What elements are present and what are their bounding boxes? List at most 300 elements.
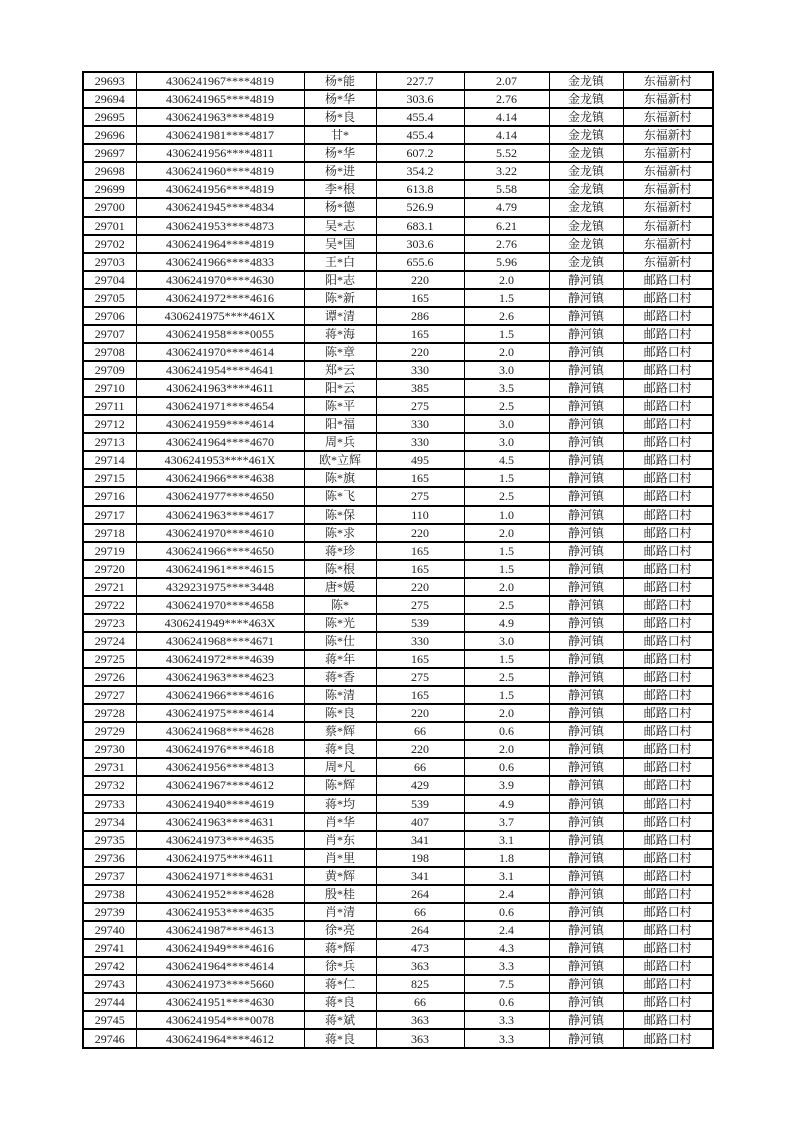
sequence-number-cell: 29724	[83, 632, 136, 650]
id-number-cell: 4306241987****4613	[136, 921, 304, 939]
village-cell: 邮路口村	[623, 379, 713, 397]
amount-cell: 220	[376, 524, 464, 542]
sequence-number-cell: 29725	[83, 650, 136, 668]
quantity-cell: 4.14	[464, 126, 549, 144]
table-row	[83, 795, 713, 813]
quantity-cell: 0.6	[464, 903, 549, 921]
town-cell: 金龙镇	[549, 126, 623, 144]
quantity-cell: 2.5	[464, 487, 549, 505]
person-name-cell: 蒋*年	[304, 650, 376, 668]
town-cell: 静河镇	[549, 614, 623, 632]
quantity-cell: 3.3	[464, 957, 549, 975]
person-name-cell: 谭*清	[304, 307, 376, 325]
town-cell: 静河镇	[549, 451, 623, 469]
person-name-cell: 陈*平	[304, 397, 376, 415]
sequence-number-cell: 29703	[83, 253, 136, 271]
town-cell: 静河镇	[549, 975, 623, 993]
sequence-number-cell: 29744	[83, 993, 136, 1011]
sequence-number-cell: 29718	[83, 524, 136, 542]
table-row	[83, 217, 713, 235]
table-row	[83, 343, 713, 361]
id-number-cell: 4306241956****4819	[136, 180, 304, 198]
id-number-cell: 4306241963****4617	[136, 506, 304, 524]
town-cell: 静河镇	[549, 740, 623, 758]
quantity-cell: 3.1	[464, 831, 549, 849]
id-number-cell: 4306241964****4614	[136, 957, 304, 975]
id-number-cell: 4306241966****4616	[136, 686, 304, 704]
person-name-cell: 陈*章	[304, 343, 376, 361]
id-number-cell: 4306241949****4616	[136, 939, 304, 957]
sequence-number-cell: 29734	[83, 813, 136, 831]
quantity-cell: 2.5	[464, 397, 549, 415]
sequence-number-cell: 29745	[83, 1011, 136, 1029]
id-number-cell: 4306241967****4612	[136, 776, 304, 794]
sequence-number-cell: 29707	[83, 325, 136, 343]
table-row	[83, 776, 713, 794]
id-number-cell: 4306241952****4628	[136, 885, 304, 903]
id-number-cell: 4306241968****4671	[136, 632, 304, 650]
table-row	[83, 524, 713, 542]
person-name-cell: 陈*仕	[304, 632, 376, 650]
table-row	[83, 1011, 713, 1029]
amount-cell: 198	[376, 849, 464, 867]
amount-cell: 66	[376, 758, 464, 776]
sequence-number-cell: 29695	[83, 108, 136, 126]
town-cell: 金龙镇	[549, 162, 623, 180]
table-row	[83, 867, 713, 885]
table-row	[83, 921, 713, 939]
person-name-cell: 蔡*辉	[304, 722, 376, 740]
table-row	[83, 451, 713, 469]
village-cell: 邮路口村	[623, 831, 713, 849]
town-cell: 金龙镇	[549, 253, 623, 271]
quantity-cell: 3.5	[464, 379, 549, 397]
quantity-cell: 1.0	[464, 506, 549, 524]
village-cell: 邮路口村	[623, 957, 713, 975]
person-name-cell: 阳*志	[304, 271, 376, 289]
table-row	[83, 72, 713, 90]
quantity-cell: 2.0	[464, 704, 549, 722]
town-cell: 静河镇	[549, 1029, 623, 1048]
id-number-cell: 4306241953****4873	[136, 217, 304, 235]
town-cell: 静河镇	[549, 867, 623, 885]
sequence-number-cell: 29714	[83, 451, 136, 469]
person-name-cell: 阳*福	[304, 415, 376, 433]
sequence-number-cell: 29735	[83, 831, 136, 849]
village-cell: 邮路口村	[623, 271, 713, 289]
village-cell: 邮路口村	[623, 560, 713, 578]
table-row	[83, 885, 713, 903]
quantity-cell: 2.0	[464, 271, 549, 289]
town-cell: 静河镇	[549, 939, 623, 957]
town-cell: 静河镇	[549, 415, 623, 433]
id-number-cell: 4306241949****463X	[136, 614, 304, 632]
id-number-cell: 4306241976****4618	[136, 740, 304, 758]
quantity-cell: 1.8	[464, 849, 549, 867]
sequence-number-cell: 29693	[83, 72, 136, 90]
amount-cell: 220	[376, 704, 464, 722]
town-cell: 静河镇	[549, 289, 623, 307]
id-number-cell: 4306241966****4833	[136, 253, 304, 271]
amount-cell: 275	[376, 397, 464, 415]
amount-cell: 264	[376, 921, 464, 939]
town-cell: 静河镇	[549, 397, 623, 415]
quantity-cell: 0.6	[464, 722, 549, 740]
amount-cell: 330	[376, 632, 464, 650]
amount-cell: 385	[376, 379, 464, 397]
village-cell: 邮路口村	[623, 542, 713, 560]
amount-cell: 363	[376, 957, 464, 975]
sequence-number-cell: 29723	[83, 614, 136, 632]
quantity-cell: 2.07	[464, 72, 549, 90]
town-cell: 静河镇	[549, 650, 623, 668]
table-row	[83, 433, 713, 451]
amount-cell: 303.6	[376, 90, 464, 108]
table-row	[83, 126, 713, 144]
table-row	[83, 813, 713, 831]
village-cell: 邮路口村	[623, 903, 713, 921]
quantity-cell: 3.3	[464, 1011, 549, 1029]
amount-cell: 363	[376, 1029, 464, 1048]
village-cell: 邮路口村	[623, 415, 713, 433]
table-row	[83, 632, 713, 650]
id-number-cell: 4306241964****4819	[136, 235, 304, 253]
table-row	[83, 271, 713, 289]
table-row	[83, 993, 713, 1011]
person-name-cell: 陈*根	[304, 560, 376, 578]
amount-cell: 227.7	[376, 72, 464, 90]
person-name-cell: 肖*东	[304, 831, 376, 849]
table-row	[83, 415, 713, 433]
quantity-cell: 3.0	[464, 433, 549, 451]
town-cell: 静河镇	[549, 921, 623, 939]
table-row	[83, 487, 713, 505]
table-row	[83, 740, 713, 758]
village-cell: 邮路口村	[623, 758, 713, 776]
village-cell: 邮路口村	[623, 975, 713, 993]
amount-cell: 66	[376, 903, 464, 921]
person-name-cell: 唐*媛	[304, 578, 376, 596]
amount-cell: 539	[376, 614, 464, 632]
amount-cell: 165	[376, 289, 464, 307]
sequence-number-cell: 29704	[83, 271, 136, 289]
town-cell: 静河镇	[549, 1011, 623, 1029]
town-cell: 静河镇	[549, 758, 623, 776]
town-cell: 静河镇	[549, 433, 623, 451]
town-cell: 金龙镇	[549, 144, 623, 162]
table-row	[83, 903, 713, 921]
id-number-cell: 4306241963****4819	[136, 108, 304, 126]
town-cell: 静河镇	[549, 776, 623, 794]
town-cell: 金龙镇	[549, 198, 623, 216]
records-tbody	[83, 72, 713, 1048]
amount-cell: 66	[376, 722, 464, 740]
town-cell: 静河镇	[549, 632, 623, 650]
sequence-number-cell: 29721	[83, 578, 136, 596]
town-cell: 静河镇	[549, 307, 623, 325]
table-row	[83, 469, 713, 487]
person-name-cell: 周*兵	[304, 433, 376, 451]
village-cell: 邮路口村	[623, 704, 713, 722]
village-cell: 邮路口村	[623, 650, 713, 668]
id-number-cell: 4306241945****4834	[136, 198, 304, 216]
id-number-cell: 4306241940****4619	[136, 795, 304, 813]
town-cell: 静河镇	[549, 469, 623, 487]
person-name-cell: 肖*里	[304, 849, 376, 867]
quantity-cell: 6.21	[464, 217, 549, 235]
amount-cell: 165	[376, 469, 464, 487]
village-cell: 邮路口村	[623, 776, 713, 794]
table-row	[83, 1029, 713, 1048]
village-cell: 邮路口村	[623, 325, 713, 343]
sequence-number-cell: 29728	[83, 704, 136, 722]
amount-cell: 286	[376, 307, 464, 325]
sequence-number-cell: 29713	[83, 433, 136, 451]
village-cell: 邮路口村	[623, 1011, 713, 1029]
id-number-cell: 4306241968****4628	[136, 722, 304, 740]
person-name-cell: 陈*旗	[304, 469, 376, 487]
table-row	[83, 235, 713, 253]
amount-cell: 429	[376, 776, 464, 794]
amount-cell: 455.4	[376, 108, 464, 126]
amount-cell: 303.6	[376, 235, 464, 253]
id-number-cell: 4329231975****3448	[136, 578, 304, 596]
id-number-cell: 4306241975****4611	[136, 849, 304, 867]
amount-cell: 341	[376, 867, 464, 885]
person-name-cell: 蒋*均	[304, 795, 376, 813]
id-number-cell: 4306241965****4819	[136, 90, 304, 108]
table-row	[83, 253, 713, 271]
sequence-number-cell: 29697	[83, 144, 136, 162]
quantity-cell: 4.5	[464, 451, 549, 469]
sequence-number-cell: 29733	[83, 795, 136, 813]
quantity-cell: 3.9	[464, 776, 549, 794]
quantity-cell: 2.4	[464, 921, 549, 939]
sequence-number-cell: 29736	[83, 849, 136, 867]
id-number-cell: 4306241966****4650	[136, 542, 304, 560]
person-name-cell: 陈*保	[304, 506, 376, 524]
table-row	[83, 614, 713, 632]
village-cell: 东福新村	[623, 108, 713, 126]
amount-cell: 526.9	[376, 198, 464, 216]
quantity-cell: 1.5	[464, 650, 549, 668]
person-name-cell: 陈*光	[304, 614, 376, 632]
village-cell: 邮路口村	[623, 993, 713, 1011]
quantity-cell: 2.6	[464, 307, 549, 325]
id-number-cell: 4306241981****4817	[136, 126, 304, 144]
village-cell: 邮路口村	[623, 487, 713, 505]
quantity-cell: 3.7	[464, 813, 549, 831]
quantity-cell: 3.22	[464, 162, 549, 180]
quantity-cell: 2.0	[464, 343, 549, 361]
town-cell: 金龙镇	[549, 235, 623, 253]
town-cell: 静河镇	[549, 596, 623, 614]
village-cell: 东福新村	[623, 217, 713, 235]
town-cell: 金龙镇	[549, 90, 623, 108]
sequence-number-cell: 29711	[83, 397, 136, 415]
amount-cell: 220	[376, 740, 464, 758]
town-cell: 静河镇	[549, 271, 623, 289]
amount-cell: 165	[376, 650, 464, 668]
village-cell: 东福新村	[623, 253, 713, 271]
amount-cell: 264	[376, 885, 464, 903]
quantity-cell: 3.3	[464, 1029, 549, 1048]
table-row	[83, 560, 713, 578]
town-cell: 金龙镇	[549, 72, 623, 90]
village-cell: 邮路口村	[623, 361, 713, 379]
amount-cell: 455.4	[376, 126, 464, 144]
amount-cell: 363	[376, 1011, 464, 1029]
id-number-cell: 4306241977****4650	[136, 487, 304, 505]
id-number-cell: 4306241971****4654	[136, 397, 304, 415]
village-cell: 东福新村	[623, 235, 713, 253]
sequence-number-cell: 29727	[83, 686, 136, 704]
quantity-cell: 4.9	[464, 614, 549, 632]
amount-cell: 165	[376, 686, 464, 704]
person-name-cell: 殷*桂	[304, 885, 376, 903]
id-number-cell: 4306241964****4670	[136, 433, 304, 451]
village-cell: 邮路口村	[623, 867, 713, 885]
table-row	[83, 650, 713, 668]
person-name-cell: 陈*飞	[304, 487, 376, 505]
sequence-number-cell: 29699	[83, 180, 136, 198]
amount-cell: 613.8	[376, 180, 464, 198]
table-row	[83, 849, 713, 867]
town-cell: 静河镇	[549, 957, 623, 975]
town-cell: 静河镇	[549, 668, 623, 686]
village-cell: 东福新村	[623, 180, 713, 198]
table-row	[83, 704, 713, 722]
person-name-cell: 蒋*良	[304, 993, 376, 1011]
sequence-number-cell: 29720	[83, 560, 136, 578]
table-row	[83, 162, 713, 180]
village-cell: 邮路口村	[623, 795, 713, 813]
person-name-cell: 杨*进	[304, 162, 376, 180]
town-cell: 静河镇	[549, 361, 623, 379]
amount-cell: 66	[376, 993, 464, 1011]
quantity-cell: 4.79	[464, 198, 549, 216]
amount-cell: 539	[376, 795, 464, 813]
amount-cell: 473	[376, 939, 464, 957]
amount-cell: 220	[376, 343, 464, 361]
id-number-cell: 4306241973****5660	[136, 975, 304, 993]
amount-cell: 275	[376, 596, 464, 614]
person-name-cell: 阳*云	[304, 379, 376, 397]
quantity-cell: 4.14	[464, 108, 549, 126]
sequence-number-cell: 29740	[83, 921, 136, 939]
id-number-cell: 4306241954****4641	[136, 361, 304, 379]
town-cell: 静河镇	[549, 524, 623, 542]
quantity-cell: 1.5	[464, 686, 549, 704]
amount-cell: 165	[376, 560, 464, 578]
person-name-cell: 蒋*斌	[304, 1011, 376, 1029]
person-name-cell: 陈*求	[304, 524, 376, 542]
id-number-cell: 4306241963****4631	[136, 813, 304, 831]
table-row	[83, 180, 713, 198]
quantity-cell: 1.5	[464, 325, 549, 343]
person-name-cell: 徐*兵	[304, 957, 376, 975]
village-cell: 邮路口村	[623, 596, 713, 614]
amount-cell: 220	[376, 578, 464, 596]
person-name-cell: 郑*云	[304, 361, 376, 379]
quantity-cell: 3.0	[464, 361, 549, 379]
id-number-cell: 4306241975****4614	[136, 704, 304, 722]
table-row	[83, 198, 713, 216]
village-cell: 邮路口村	[623, 939, 713, 957]
village-cell: 邮路口村	[623, 433, 713, 451]
person-name-cell: 杨*良	[304, 108, 376, 126]
person-name-cell: 王*白	[304, 253, 376, 271]
amount-cell: 275	[376, 487, 464, 505]
table-row	[83, 144, 713, 162]
table-row	[83, 307, 713, 325]
quantity-cell: 2.0	[464, 578, 549, 596]
table-row	[83, 722, 713, 740]
sequence-number-cell: 29709	[83, 361, 136, 379]
table-row	[83, 397, 713, 415]
id-number-cell: 4306241966****4638	[136, 469, 304, 487]
quantity-cell: 2.4	[464, 885, 549, 903]
sequence-number-cell: 29731	[83, 758, 136, 776]
village-cell: 邮路口村	[623, 686, 713, 704]
table-row	[83, 975, 713, 993]
table-row	[83, 506, 713, 524]
quantity-cell: 1.5	[464, 542, 549, 560]
town-cell: 静河镇	[549, 903, 623, 921]
sequence-number-cell: 29738	[83, 885, 136, 903]
town-cell: 金龙镇	[549, 217, 623, 235]
town-cell: 静河镇	[549, 343, 623, 361]
village-cell: 邮路口村	[623, 451, 713, 469]
id-number-cell: 4306241953****461X	[136, 451, 304, 469]
amount-cell: 220	[376, 271, 464, 289]
sequence-number-cell: 29700	[83, 198, 136, 216]
person-name-cell: 蒋*良	[304, 1029, 376, 1048]
village-cell: 邮路口村	[623, 307, 713, 325]
quantity-cell: 3.0	[464, 632, 549, 650]
town-cell: 静河镇	[549, 831, 623, 849]
village-cell: 邮路口村	[623, 632, 713, 650]
amount-cell: 655.6	[376, 253, 464, 271]
amount-cell: 825	[376, 975, 464, 993]
table-row	[83, 108, 713, 126]
id-number-cell: 4306241972****4639	[136, 650, 304, 668]
table-row	[83, 686, 713, 704]
table-row	[83, 90, 713, 108]
id-number-cell: 4306241953****4635	[136, 903, 304, 921]
id-number-cell: 4306241951****4630	[136, 993, 304, 1011]
id-number-cell: 4306241963****4623	[136, 668, 304, 686]
id-number-cell: 4306241973****4635	[136, 831, 304, 849]
person-name-cell: 李*根	[304, 180, 376, 198]
amount-cell: 165	[376, 325, 464, 343]
person-name-cell: 杨*德	[304, 198, 376, 216]
table-row	[83, 831, 713, 849]
town-cell: 静河镇	[549, 487, 623, 505]
table-row	[83, 957, 713, 975]
person-name-cell: 肖*清	[304, 903, 376, 921]
id-number-cell: 4306241970****4630	[136, 271, 304, 289]
town-cell: 静河镇	[549, 686, 623, 704]
village-cell: 邮路口村	[623, 289, 713, 307]
town-cell: 静河镇	[549, 795, 623, 813]
town-cell: 静河镇	[549, 722, 623, 740]
table-row	[83, 325, 713, 343]
person-name-cell: 欧*立辉	[304, 451, 376, 469]
sequence-number-cell: 29710	[83, 379, 136, 397]
town-cell: 静河镇	[549, 325, 623, 343]
person-name-cell: 蒋*辉	[304, 939, 376, 957]
